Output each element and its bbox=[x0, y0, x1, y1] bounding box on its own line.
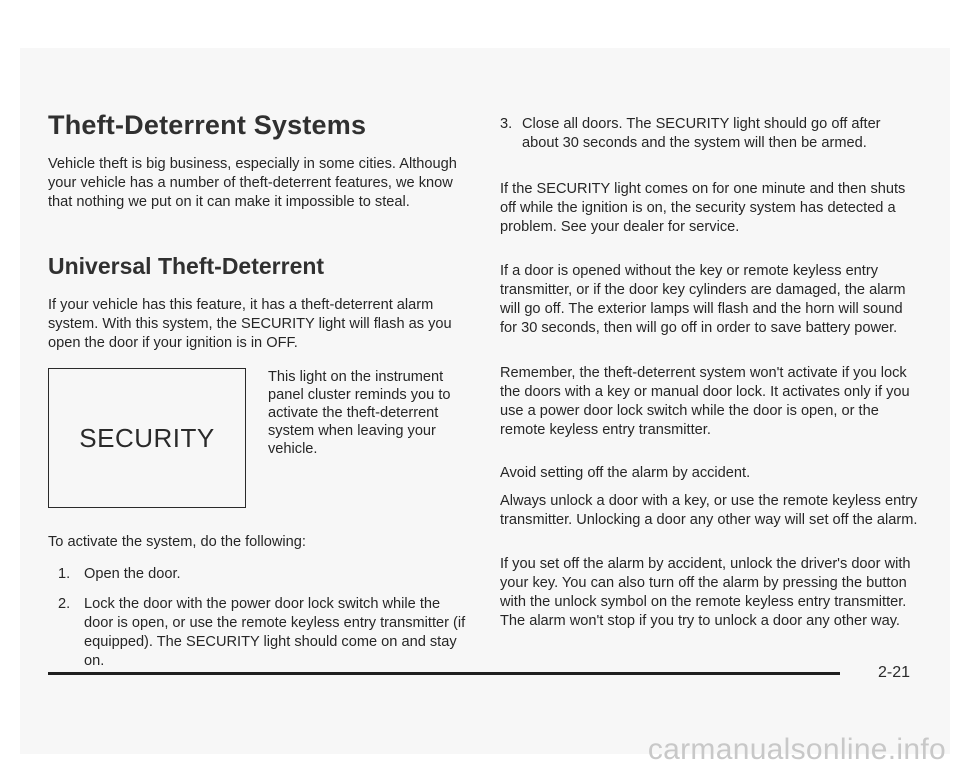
feature-paragraph: If your vehicle has this feature, it has a theft-deterrent alarm system. With this system, the SECURITY light will flash as you open the door if your ignition is in OFF. bbox=[48, 297, 452, 351]
right-paragraph: If the SECURITY light comes on for one minute and then shuts off while the ignition is on, the security system has detected a problem. See your dealer for service. bbox=[500, 181, 906, 235]
activate-intro: To activate the system, do the following: bbox=[48, 534, 306, 550]
security-light-icon bbox=[48, 368, 246, 508]
right-paragraph: Always unlock a door with a key, or use the remote keyless entry transmitter. Unlocking a door any other way will set off the alarm. bbox=[500, 493, 918, 528]
watermark: carmanualsonline.info bbox=[647, 733, 946, 766]
intro-paragraph: Vehicle theft is big business, especially in some cities. Although your vehicle has a number of theft-deterrent features, we know that nothing we put on it can make it impossible to steal. bbox=[48, 156, 457, 210]
steps-list-continued bbox=[500, 115, 920, 153]
steps-list bbox=[48, 565, 468, 682]
security-light-description: This light on the instrument panel cluster reminds you to activate the theft-deterrent system when leaving your vehicle. bbox=[268, 369, 451, 457]
step-item: 1. Open the door. bbox=[58, 566, 181, 582]
section-title: Universal Theft-Deterrent bbox=[48, 253, 325, 279]
right-paragraph: Avoid setting off the alarm by accident. bbox=[500, 465, 751, 481]
step-item: 3. Close all doors. The SECURITY light should go off after about 30 seconds and the system will then be armed. bbox=[500, 116, 881, 151]
footer-rule bbox=[48, 672, 840, 675]
right-paragraph: Remember, the theft-deterrent system won't activate if you lock the doors with a key or manual door lock. It activates only if you use a power door lock switch while the door is open, or the remote keyless entry transmitter. bbox=[500, 365, 910, 438]
right-paragraph: If you set off the alarm by accident, unlock the driver's door with your key. You can also turn off the alarm by pressing the button with the unlock symbol on the remote keyless entry transmitter. The alarm won't stop if you try to unlock a door any other way. bbox=[500, 556, 911, 629]
step-item: 2. Lock the door with the power door lock switch while the door is open, or use the remote keyless entry transmitter (if equipped). The SECURITY light should come on and stay on. bbox=[58, 596, 466, 669]
page-title: Theft-Deterrent Systems bbox=[48, 110, 367, 140]
page-number: 2-21 bbox=[878, 664, 911, 681]
security-light-label: SECURITY bbox=[79, 422, 215, 453]
right-paragraph: If a door is opened without the key or remote keyless entry transmitter, or if the door key cylinders are damaged, the alarm will go off. The exterior lamps will flash and the horn will sound for 30 seconds, then will go off in order to save battery power. bbox=[500, 263, 906, 336]
